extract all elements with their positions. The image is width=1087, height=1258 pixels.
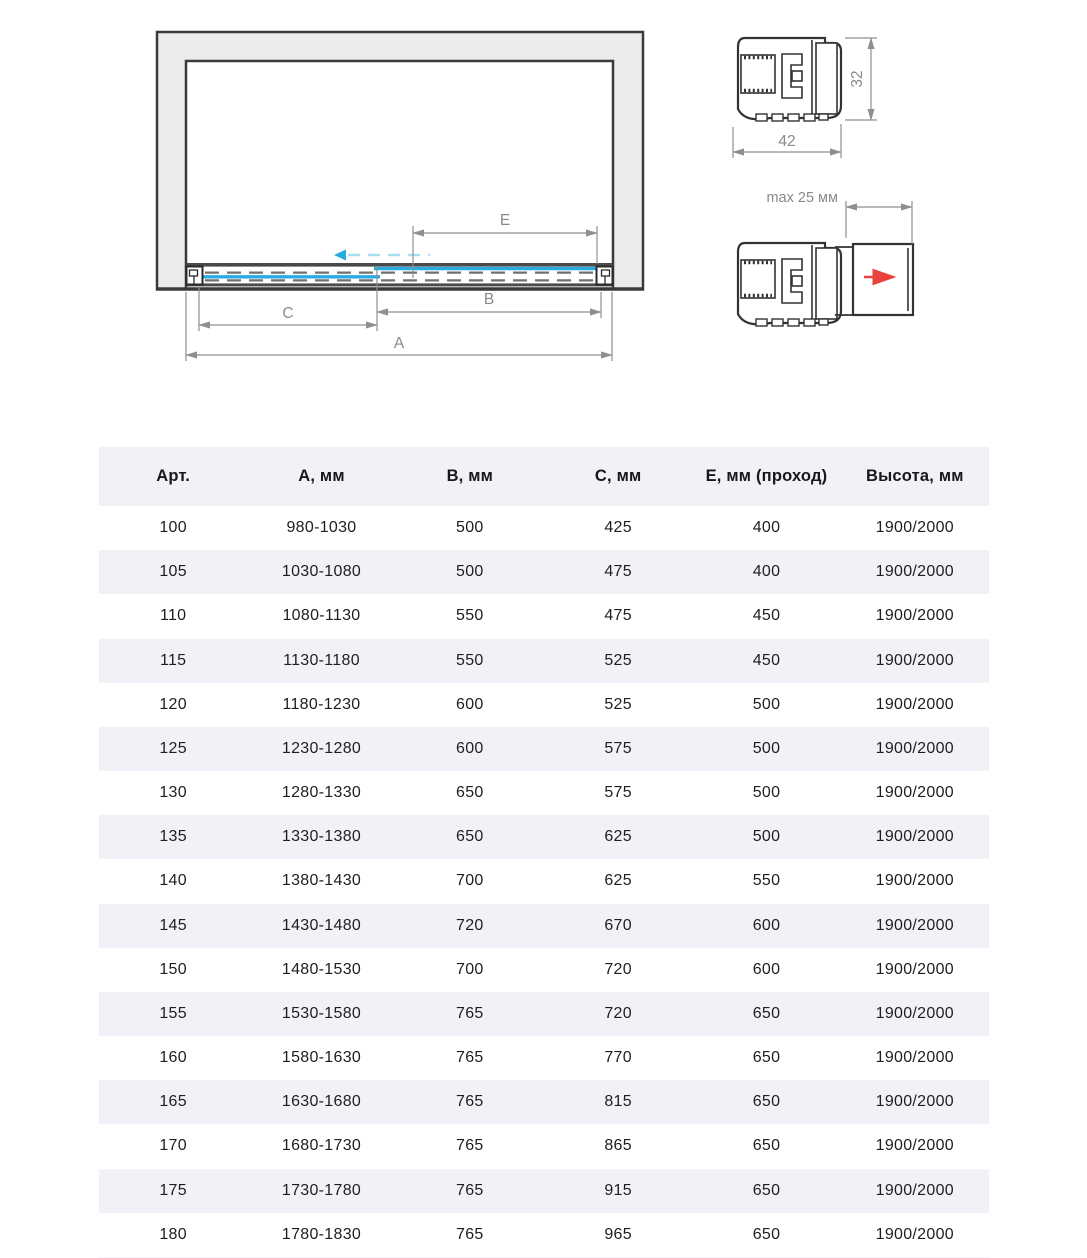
dim-label-a: A <box>393 335 405 352</box>
table-cell-b: 650 <box>456 784 484 802</box>
table-cell-art: 180 <box>159 1225 187 1243</box>
table-row <box>99 1080 989 1124</box>
table-header <box>99 447 989 506</box>
table-cell-c: 575 <box>604 739 632 757</box>
table-cell-art: 160 <box>159 1049 187 1067</box>
table-cell-a: 980-1030 <box>286 519 357 537</box>
table-cell-c: 770 <box>604 1049 632 1067</box>
table-cell-height: 1900/2000 <box>875 828 954 846</box>
table-row <box>99 904 989 948</box>
header-cell-height: Высота, мм <box>865 467 964 485</box>
table-cell-c: 475 <box>604 607 632 625</box>
table-cell-height: 1900/2000 <box>875 519 954 537</box>
table-row <box>99 771 989 815</box>
table-cell-b: 550 <box>456 607 484 625</box>
table-row <box>99 948 989 992</box>
table-cell-height: 1900/2000 <box>875 1181 954 1199</box>
table-cell-height: 1900/2000 <box>875 739 954 757</box>
table-cell-b: 700 <box>456 872 484 890</box>
table-cell-a: 1780-1830 <box>281 1225 362 1243</box>
table-cell-height: 1900/2000 <box>875 916 954 934</box>
table-cell-e: 400 <box>752 563 781 581</box>
table-cell-a: 1380-1430 <box>281 872 362 890</box>
table-cell-e: 500 <box>752 784 781 802</box>
wall-profile-right <box>597 267 613 285</box>
table-cell-art: 155 <box>159 1004 187 1022</box>
table-cell-art: 125 <box>159 739 187 757</box>
table-cell-a: 1730-1780 <box>281 1181 362 1199</box>
table-cell-e: 450 <box>752 607 781 625</box>
table-cell-a: 1180-1230 <box>282 695 361 713</box>
table-cell-art: 115 <box>159 651 187 669</box>
table-cell-e: 500 <box>752 739 781 757</box>
table-cell-b: 600 <box>456 695 484 713</box>
table-cell-art: 100 <box>159 519 187 537</box>
profile-height-label: 32 <box>849 70 866 88</box>
table-cell-a: 1630-1680 <box>281 1093 362 1111</box>
table-cell-art: 145 <box>159 916 187 934</box>
table-row <box>99 815 989 859</box>
table-cell-c: 625 <box>604 872 632 890</box>
table-cell-b: 765 <box>456 1225 484 1243</box>
table-row <box>99 1169 989 1213</box>
table-cell-c: 720 <box>604 960 632 978</box>
table-cell-height: 1900/2000 <box>875 695 954 713</box>
table-cell-c: 815 <box>604 1093 632 1111</box>
table-cell-height: 1900/2000 <box>875 872 954 890</box>
table-row <box>99 1036 989 1080</box>
header-cell-e: Е, мм (проход) <box>705 467 828 485</box>
table-row <box>99 1124 989 1168</box>
table-cell-c: 525 <box>604 695 632 713</box>
header-cell-b: В, мм <box>446 467 494 485</box>
wall-profile-left <box>187 267 203 285</box>
table-cell-e: 650 <box>752 1004 781 1022</box>
table-cell-c: 720 <box>604 1004 632 1022</box>
table-row <box>99 506 989 550</box>
table-cell-b: 765 <box>456 1137 484 1155</box>
table-cell-c: 475 <box>604 563 632 581</box>
table-cell-c: 965 <box>604 1225 632 1243</box>
table-cell-c: 625 <box>604 828 632 846</box>
header-cell-a: А, мм <box>298 467 345 485</box>
table-cell-a: 1280-1330 <box>281 784 362 802</box>
dim-label-b: B <box>483 291 495 308</box>
header-cell-art: Арт. <box>156 467 191 485</box>
table-row <box>99 683 989 727</box>
table-cell-e: 400 <box>752 519 781 537</box>
table-cell-e: 650 <box>752 1225 781 1243</box>
table-cell-art: 175 <box>159 1181 187 1199</box>
table-cell-height: 1900/2000 <box>875 784 954 802</box>
table-cell-b: 765 <box>456 1181 484 1199</box>
table-cell-e: 600 <box>752 960 781 978</box>
size-table <box>99 447 989 1257</box>
table-cell-height: 1900/2000 <box>875 1049 954 1067</box>
table-cell-art: 105 <box>159 563 187 581</box>
table-cell-e: 650 <box>752 1049 781 1067</box>
table-cell-c: 865 <box>604 1137 632 1155</box>
table-cell-c: 425 <box>604 519 632 537</box>
table-cell-a: 1330-1380 <box>281 828 362 846</box>
table-cell-e: 550 <box>752 872 781 890</box>
table-cell-art: 120 <box>159 695 187 713</box>
table-cell-b: 765 <box>456 1049 484 1067</box>
table-cell-a: 1030-1080 <box>281 563 362 581</box>
table-cell-a: 1680-1730 <box>281 1137 362 1155</box>
table-cell-b: 550 <box>456 651 484 669</box>
table-cell-height: 1900/2000 <box>875 651 954 669</box>
table-row <box>99 859 989 903</box>
table-row <box>99 1213 989 1257</box>
profile-width-label: 42 <box>778 133 796 150</box>
table-cell-art: 110 <box>159 607 187 625</box>
table-cell-b: 600 <box>456 739 484 757</box>
table-cell-e: 500 <box>752 695 781 713</box>
dim-label-c: C <box>282 305 294 322</box>
table-cell-art: 130 <box>159 784 187 802</box>
extension-max-label: max 25 мм <box>766 190 838 206</box>
table-row <box>99 992 989 1036</box>
header-cell-c: С, мм <box>594 467 642 485</box>
table-cell-art: 170 <box>159 1137 187 1155</box>
table-cell-height: 1900/2000 <box>875 563 954 581</box>
technical-diagram <box>0 0 1087 442</box>
extension-profile <box>853 244 913 315</box>
table-cell-a: 1230-1280 <box>281 739 362 757</box>
table-cell-a: 1130-1180 <box>283 651 360 669</box>
table-cell-a: 1430-1480 <box>281 916 362 934</box>
table-cell-e: 500 <box>752 828 781 846</box>
table-cell-height: 1900/2000 <box>875 1004 954 1022</box>
table-cell-c: 670 <box>604 916 632 934</box>
table-cell-c: 525 <box>604 651 632 669</box>
table-cell-b: 500 <box>456 519 484 537</box>
table-row <box>99 594 989 638</box>
table-cell-height: 1900/2000 <box>875 1137 954 1155</box>
table-cell-art: 150 <box>159 960 187 978</box>
table-cell-height: 1900/2000 <box>875 1093 954 1111</box>
table-cell-a: 1080-1130 <box>282 607 361 625</box>
table-cell-e: 600 <box>752 916 781 934</box>
shower-opening-drawing <box>156 32 644 361</box>
table-cell-art: 140 <box>159 872 187 890</box>
table-cell-b: 650 <box>456 828 484 846</box>
table-cell-e: 650 <box>752 1093 781 1111</box>
table-cell-e: 450 <box>752 651 781 669</box>
table-cell-b: 720 <box>456 916 484 934</box>
table-cell-a: 1530-1580 <box>281 1004 362 1022</box>
table-cell-b: 500 <box>456 563 484 581</box>
table-cell-c: 915 <box>604 1181 632 1199</box>
table-cell-b: 765 <box>456 1093 484 1111</box>
table-row <box>99 727 989 771</box>
table-cell-height: 1900/2000 <box>875 1225 954 1243</box>
profile-section-extension <box>738 190 913 326</box>
dim-label-e: E <box>499 212 511 229</box>
table-body <box>99 506 989 1257</box>
table-cell-a: 1480-1530 <box>281 960 362 978</box>
table-cell-a: 1580-1630 <box>281 1049 362 1067</box>
table-cell-height: 1900/2000 <box>875 607 954 625</box>
table-cell-e: 650 <box>752 1181 781 1199</box>
table-row <box>99 639 989 683</box>
table-cell-art: 135 <box>159 828 187 846</box>
table-cell-height: 1900/2000 <box>875 960 954 978</box>
table-cell-b: 700 <box>456 960 484 978</box>
table-cell-b: 765 <box>456 1004 484 1022</box>
profile-section-42x32 <box>733 38 877 158</box>
table-cell-c: 575 <box>604 784 632 802</box>
table-row <box>99 550 989 594</box>
table-cell-art: 165 <box>159 1093 187 1111</box>
table-cell-e: 650 <box>752 1137 781 1155</box>
